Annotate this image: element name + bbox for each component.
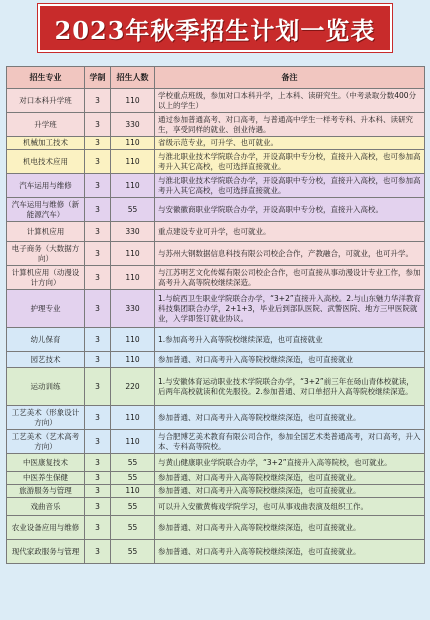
cell-note: 参加普通、对口高考升入高等院校继续深造，也可直接就业。 — [155, 406, 425, 430]
cell-note: 参加普通、对口高考升入高等院校继续深造，也可直接就业。 — [155, 540, 425, 564]
cell-count: 55 — [111, 454, 155, 472]
cell-count: 330 — [111, 113, 155, 137]
cell-count: 55 — [111, 498, 155, 516]
cell-note: 参加普通、对口高考升入高等院校继续深造，也可直接就业 — [155, 352, 425, 368]
cell-major: 工艺美术（形象设计方向） — [7, 406, 85, 430]
cell-note: 参加普通、对口高考升入高等院校继续深造，也可直接就业。 — [155, 485, 425, 498]
cell-note: 与安徽徽商职业学院联合办学，开设高职中专分校，直接升入高校。 — [155, 198, 425, 222]
cell-note: 与合肥博艺美术教育有限公司合作，参加全国艺术类普通高考，对口高考，升入本、专科高等院校。 — [155, 430, 425, 454]
table-row — [7, 113, 425, 137]
cell-years: 3 — [85, 368, 111, 406]
cell-major: 旅游服务与管理 — [7, 485, 85, 498]
cell-count: 110 — [111, 242, 155, 266]
cell-note: 与黄山健康职业学院联合办学，“3+2”直接升入高等院校，也可就业。 — [155, 454, 425, 472]
header-note: 备注 — [155, 67, 425, 89]
table-row — [7, 266, 425, 290]
cell-major: 中医养生保健 — [7, 472, 85, 485]
table-row — [7, 150, 425, 174]
cell-years: 3 — [85, 454, 111, 472]
table-body — [7, 89, 425, 564]
cell-count: 55 — [111, 516, 155, 540]
table-header-row — [7, 67, 425, 89]
cell-years: 3 — [85, 198, 111, 222]
cell-count: 110 — [111, 352, 155, 368]
cell-years: 3 — [85, 113, 111, 137]
cell-major: 机电技术应用 — [7, 150, 85, 174]
cell-years: 3 — [85, 266, 111, 290]
cell-years: 3 — [85, 472, 111, 485]
page-title: 2023年秋季招生计划一览表 — [54, 15, 376, 45]
cell-major: 计算机应用（动漫设计方向） — [7, 266, 85, 290]
cell-years: 3 — [85, 485, 111, 498]
cell-years: 3 — [85, 89, 111, 113]
cell-note: 1.与安徽体育运动职业技术学院联合办学，“3+2”前三年在砀山青体校就读，后两年高校就读和优先服役。2.参加普通、对口单招升入高等院校继续深造。 — [155, 368, 425, 406]
cell-years: 3 — [85, 516, 111, 540]
cell-years: 3 — [85, 174, 111, 198]
cell-count: 110 — [111, 328, 155, 352]
cell-years: 3 — [85, 540, 111, 564]
cell-major: 汽车运用与维修 — [7, 174, 85, 198]
cell-note: 1.与皖西卫生职业学院联合办学，“3+2”直接升入高校。2.与山东魅力华洋教育科技集团联合办学，2+1+3，毕业后到部队医院、武警医院、地方三甲医院就业，入学即签订就业协议。 — [155, 290, 425, 328]
cell-years: 3 — [85, 222, 111, 242]
table-row — [7, 406, 425, 430]
table-row — [7, 498, 425, 516]
cell-count: 110 — [111, 266, 155, 290]
cell-major: 升学班 — [7, 113, 85, 137]
table-row — [7, 328, 425, 352]
cell-major: 幼儿保育 — [7, 328, 85, 352]
cell-count: 330 — [111, 290, 155, 328]
cell-note: 参加普通、对口高考升入高等院校继续深造，也可直接就业。 — [155, 516, 425, 540]
cell-major: 计算机应用 — [7, 222, 85, 242]
cell-years: 3 — [85, 150, 111, 174]
cell-major: 中医康复技术 — [7, 454, 85, 472]
cell-major: 电子商务（大数据方向） — [7, 242, 85, 266]
cell-years: 3 — [85, 406, 111, 430]
cell-note: 学校重点班级，参加对口本科升学，上本科、读研究生。（中考录取分数400分以上的学生） — [155, 89, 425, 113]
cell-count: 330 — [111, 222, 155, 242]
cell-major: 园艺技术 — [7, 352, 85, 368]
cell-years: 3 — [85, 352, 111, 368]
cell-major: 运动训练 — [7, 368, 85, 406]
cell-major: 对口本科升学班 — [7, 89, 85, 113]
cell-major: 护理专业 — [7, 290, 85, 328]
cell-major: 机械加工技术 — [7, 137, 85, 150]
table-row — [7, 290, 425, 328]
table-row — [7, 222, 425, 242]
cell-years: 3 — [85, 498, 111, 516]
table-row — [7, 137, 425, 150]
cell-count: 110 — [111, 89, 155, 113]
cell-note: 通过参加普通高考、对口高考，与普通高中学生一样考专科、升本科、读研究生，享受同样的就业、创业待遇。 — [155, 113, 425, 137]
cell-major: 戏曲音乐 — [7, 498, 85, 516]
table-row — [7, 540, 425, 564]
cell-note: 可以升入安徽黄梅戏学院学习，也可从事戏曲表演及组织工作。 — [155, 498, 425, 516]
cell-note: 重点建设专业可升学，也可就业。 — [155, 222, 425, 242]
cell-count: 55 — [111, 540, 155, 564]
cell-count: 220 — [111, 368, 155, 406]
cell-note: 与江苏明艺文化传媒有限公司校企合作，也可直接从事动漫设计专业工作，参加高考升入高等院校继续深造。 — [155, 266, 425, 290]
table-row — [7, 485, 425, 498]
header-count: 招生人数 — [111, 67, 155, 89]
table-row — [7, 198, 425, 222]
cell-major: 汽车运用与维修（新能源汽车） — [7, 198, 85, 222]
cell-years: 3 — [85, 290, 111, 328]
cell-note: 与淮北职业技术学院联合办学，开设高职中专分校，直接升入高校，也可参加高考升入其它高校，也可选择直接就业。 — [155, 150, 425, 174]
cell-years: 3 — [85, 430, 111, 454]
cell-note: 1.参加高考升入高等院校继续深造，也可直接就业 — [155, 328, 425, 352]
cell-count: 110 — [111, 406, 155, 430]
table-row — [7, 242, 425, 266]
table-row — [7, 352, 425, 368]
title-banner — [40, 6, 390, 50]
table-row — [7, 430, 425, 454]
cell-major: 现代家政服务与管理 — [7, 540, 85, 564]
cell-major: 工艺美术（艺术高考方向） — [7, 430, 85, 454]
table-row — [7, 368, 425, 406]
cell-years: 3 — [85, 242, 111, 266]
cell-major: 农业设备应用与维修 — [7, 516, 85, 540]
table-row — [7, 516, 425, 540]
cell-count: 55 — [111, 198, 155, 222]
enrollment-table — [6, 66, 425, 564]
cell-count: 110 — [111, 174, 155, 198]
cell-years: 3 — [85, 328, 111, 352]
table-row — [7, 89, 425, 113]
cell-note: 省级示范专业，可升学、也可就业。 — [155, 137, 425, 150]
cell-count: 110 — [111, 137, 155, 150]
enrollment-table-container — [6, 66, 424, 564]
cell-note: 与苏州大钢数据信息科技有限公司校企合作，产教融合，可就业，也可升学。 — [155, 242, 425, 266]
table-row — [7, 454, 425, 472]
cell-years: 3 — [85, 137, 111, 150]
cell-count: 55 — [111, 472, 155, 485]
table-row — [7, 472, 425, 485]
cell-count: 110 — [111, 150, 155, 174]
cell-note: 参加普通、对口高考升入高等院校继续深造，也可直接就业。 — [155, 472, 425, 485]
cell-count: 110 — [111, 430, 155, 454]
table-row — [7, 174, 425, 198]
cell-note: 与淮北职业技术学院联合办学，开设高职中专分校，直接升入高校，也可参加高考升入其它高校，也可选择直接就业。 — [155, 174, 425, 198]
header-years: 学制 — [85, 67, 111, 89]
header-major: 招生专业 — [7, 67, 85, 89]
cell-count: 110 — [111, 485, 155, 498]
